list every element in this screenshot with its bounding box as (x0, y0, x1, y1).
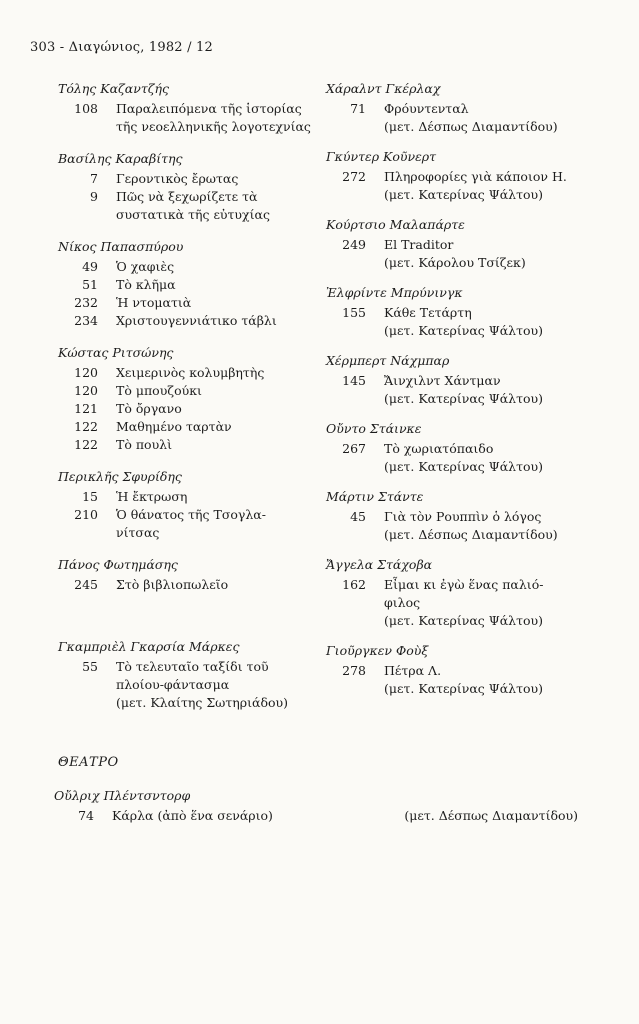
translator-note: (μετ. Κατερίνας Ψάλτου) (384, 323, 544, 338)
page-number: 145 (342, 373, 366, 388)
translator-note: (μετ. Κατερίνας Ψάλτου) (384, 391, 544, 406)
author-group (326, 284, 610, 340)
page-number: 267 (342, 441, 366, 456)
page-number: 162 (342, 577, 366, 592)
work-title: Μαθημένο ταρτὰν (116, 419, 232, 434)
list-item (330, 372, 610, 390)
page-number: 122 (74, 419, 98, 434)
author-group (58, 556, 332, 594)
author-group (58, 638, 332, 712)
work-title-continued: πλοίου-φάντασμα (116, 677, 230, 692)
list-item (330, 662, 610, 680)
work-title: Τὸ κλῆμα (116, 277, 176, 292)
page-number: 155 (342, 305, 366, 320)
author-name: Οὔλριχ Πλέντσντορφ (54, 788, 191, 803)
author-name: Πάνος Φωτημάσης (58, 557, 178, 572)
work-title-continued: τῆς νεοελληνικῆς λογοτεχνίας (116, 119, 311, 134)
translator-note: (μετ. Κατερίνας Ψάλτου) (384, 681, 544, 696)
list-item (330, 440, 610, 458)
author-name: Νίκος Παπασπύρου (58, 239, 184, 254)
author-group (326, 216, 610, 272)
author-name: Ἄγγελα Στάχοβα (326, 557, 433, 572)
list-item (330, 236, 610, 254)
right-column (326, 80, 610, 710)
list-item (62, 436, 332, 454)
translator-note: (μετ. Δέσπως Διαμαντίδου) (384, 527, 558, 542)
work-title: Κάθε Τετάρτη (384, 305, 472, 320)
author-name: Κούρτσιο Μαλαπάρτε (326, 217, 465, 232)
list-item (330, 168, 610, 186)
work-title: Εἶμαι κι ἐγὼ ἕνας παλιό- (384, 577, 544, 592)
page-number: 9 (90, 189, 98, 204)
author-group (326, 352, 610, 408)
page-number: 232 (74, 295, 98, 310)
work-title: Ὁ χαφιὲς (116, 259, 175, 274)
page-number: 234 (74, 313, 98, 328)
author-name: Τόλης Καζαντζής (58, 81, 170, 96)
translator-note: (μετ. Δέσπως Διαμαντίδου) (404, 808, 578, 823)
translator-note: (μετ. Δέσπως Διαμαντίδου) (384, 119, 558, 134)
author-name: Περικλῆς Σφυρίδης (58, 469, 182, 484)
page-number: 121 (74, 401, 98, 416)
page-number: 74 (78, 808, 94, 823)
list-item (62, 170, 332, 188)
list-item (330, 100, 610, 118)
work-title: Στὸ βιβλιοπωλεῖο (116, 577, 229, 592)
work-title: Πέτρα Λ. (384, 663, 442, 678)
work-title: Ἡ ἔκτρωση (116, 489, 188, 504)
work-title: Ὁ θάνατος τῆς Τσογλα- (116, 507, 266, 522)
list-item (62, 294, 332, 312)
work-title-continued: φιλος (384, 595, 421, 610)
list-item (330, 576, 610, 594)
list-item (62, 276, 332, 294)
list-item (62, 188, 332, 206)
author-name: Γιοῦργκεν Φοὺξ (326, 643, 429, 658)
work-title-continued: συστατικὰ τῆς εὐτυχίας (116, 207, 270, 222)
list-item (330, 508, 610, 526)
list-item (62, 400, 332, 418)
work-title: Τὸ τελευταῖο ταξίδι τοῦ (116, 659, 269, 674)
author-group (326, 420, 610, 476)
left-column (58, 80, 332, 726)
work-title: El Traditor (384, 237, 454, 252)
list-item (330, 304, 610, 322)
page-number: 122 (74, 437, 98, 452)
list-item (62, 658, 332, 676)
work-title: Πῶς νὰ ξεχωρίζετε τὰ (116, 189, 258, 204)
author-group (58, 238, 332, 330)
author-group (326, 80, 610, 136)
page-number: 278 (342, 663, 366, 678)
list-item (62, 100, 332, 118)
work-title: Παραλειπόμενα τῆς ἱστορίας (116, 101, 302, 116)
page-number: 210 (74, 507, 98, 522)
page-number: 120 (74, 383, 98, 398)
author-name: Χέρμπερτ Νάχμπαρ (326, 353, 450, 368)
page-number: 7 (90, 171, 98, 186)
work-title: Ἡ ντοματιὰ (116, 295, 192, 310)
translator-note: (μετ. Κατερίνας Ψάλτου) (384, 459, 544, 474)
work-title: Τὸ χωριατόπαιδο (384, 441, 494, 456)
author-name: Οὔντο Στάινκε (326, 421, 422, 436)
list-item (62, 576, 332, 594)
work-title: Πληροφορίες γιὰ κάποιον Η. (384, 169, 567, 184)
translator-note: (μετ. Κάρολου Τσίζεκ) (384, 255, 526, 270)
work-title: Γεροντικὸς ἔρωτας (116, 171, 239, 186)
list-item (62, 258, 332, 276)
work-title-continued: νίτσας (116, 525, 160, 540)
list-item (62, 488, 332, 506)
author-name: Ἐλφρίντε Μπρύνινγκ (326, 285, 463, 300)
work-title: Τὸ ὄργανο (116, 401, 182, 416)
page-number: 108 (74, 101, 98, 116)
page-number: 49 (82, 259, 98, 274)
author-group (58, 150, 332, 224)
list-item (62, 506, 332, 524)
author-group (326, 556, 610, 630)
list-item (62, 418, 332, 436)
author-group (326, 642, 610, 698)
section-title-theatre: ΘΕΑΤΡΟ (58, 755, 119, 770)
author-name: Γκύντερ Κοῦνερτ (326, 149, 437, 164)
page-number: 71 (350, 101, 366, 116)
work-title: Φρόυντενταλ (384, 101, 469, 116)
author-group (326, 488, 610, 544)
author-group (58, 344, 332, 454)
theatre-section (54, 787, 578, 825)
work-title: Κάρλα (ἀπὸ ἕνα σενάριο) (112, 808, 273, 823)
work-title: Τὸ πουλὶ (116, 437, 172, 452)
page-number: 120 (74, 365, 98, 380)
translator-note: (μετ. Κλαίτης Σωτηριάδου) (116, 695, 288, 710)
author-group (58, 80, 332, 136)
list-item (62, 312, 332, 330)
author-group (58, 468, 332, 542)
work-title: Χειμερινὸς κολυμβητὴς (116, 365, 265, 380)
author-name: Γκαμπριὲλ Γκαρσία Μάρκες (58, 639, 240, 654)
work-title: Γιὰ τὸν Ρουππὶν ὁ λόγος (384, 509, 542, 524)
author-name: Βασίλης Καραβίτης (58, 151, 183, 166)
translator-note: (μετ. Κατερίνας Ψάλτου) (384, 187, 544, 202)
page-header: 303 - Διαγώνιος, 1982 / 12 (30, 40, 213, 55)
page-number: 249 (342, 237, 366, 252)
list-item (62, 382, 332, 400)
page-number: 15 (82, 489, 98, 504)
list-item (62, 364, 332, 382)
author-name: Κώστας Ριτσώνης (58, 345, 174, 360)
author-name: Χάραλντ Γκέρλαχ (326, 81, 441, 96)
page-number: 245 (74, 577, 98, 592)
page-number: 51 (82, 277, 98, 292)
page-number: 45 (350, 509, 366, 524)
page-number: 272 (342, 169, 366, 184)
author-group (326, 148, 610, 204)
work-title: Ἄινχιλντ Χάντμαν (384, 373, 501, 388)
author-name: Μάρτιν Στάντε (326, 489, 424, 504)
work-title: Τὸ μπουζούκι (116, 383, 202, 398)
page-number: 55 (82, 659, 98, 674)
work-title: Χριστουγεννιάτικο τάβλι (116, 313, 277, 328)
translator-note: (μετ. Κατερίνας Ψάλτου) (384, 613, 544, 628)
list-item (58, 807, 578, 825)
